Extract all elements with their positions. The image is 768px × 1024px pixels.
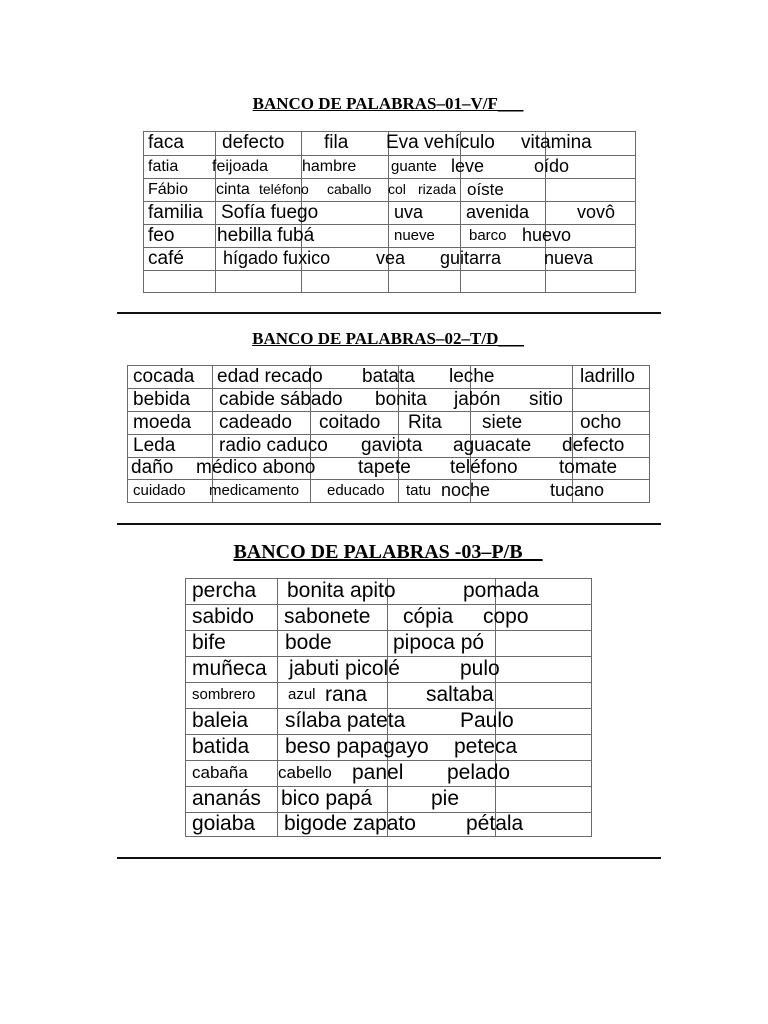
word: sombrero (192, 686, 256, 703)
section-title: BANCO DE PALABRAS -03–P/B__ (233, 541, 543, 563)
word: cópia (403, 605, 454, 628)
table-row (0, 365, 768, 388)
word: sílaba pateta (285, 709, 406, 732)
word: bigode zapato (284, 812, 416, 835)
table-row (0, 812, 768, 836)
word: goiaba (192, 812, 256, 835)
word: daño (131, 457, 174, 478)
word: siete (482, 412, 523, 433)
word: noche (441, 480, 491, 500)
word: leche (449, 366, 495, 387)
table-row (0, 734, 768, 760)
word: Leda (133, 435, 176, 456)
word: avenida (466, 202, 530, 222)
word: fatia (148, 158, 179, 175)
section-title: BANCO DE PALABRAS–01–V/F___ (252, 94, 524, 113)
word: sabido (192, 605, 254, 628)
word: caballo (327, 181, 372, 197)
word: cocada (133, 366, 195, 387)
word: familia (148, 202, 203, 223)
word: percha (192, 579, 257, 602)
word: panel (352, 761, 404, 784)
word: vitamina (521, 132, 592, 153)
word: guante (391, 158, 437, 175)
word: cuidado (133, 482, 186, 499)
word: sitio (529, 389, 563, 410)
table-row (0, 760, 768, 786)
word: faca (148, 132, 184, 153)
word: guitarra (440, 248, 502, 268)
table-row (0, 682, 768, 708)
table-row (0, 388, 768, 411)
word: bife (192, 631, 226, 654)
word: hígado fuxico (223, 248, 331, 268)
table-row (0, 708, 768, 734)
word: radio caduco (219, 435, 328, 456)
word: tatu (406, 482, 432, 499)
word: Eva vehículo (386, 132, 495, 153)
word: teléfono (450, 457, 518, 478)
word: ocho (580, 412, 622, 433)
word: oído (534, 156, 570, 176)
table-row (0, 578, 768, 604)
word: muñeca (192, 657, 267, 680)
word: oíste (467, 180, 504, 199)
word: sabonete (284, 605, 371, 628)
word: batida (192, 735, 250, 758)
word: coitado (319, 412, 381, 433)
table-row (0, 178, 768, 201)
table-row (0, 457, 768, 479)
word: nueva (544, 248, 594, 268)
table-row (0, 434, 768, 457)
word: peteca (454, 735, 518, 758)
word: cadeado (219, 412, 292, 433)
word: educado (327, 482, 385, 499)
word: rizada (418, 181, 457, 197)
word: bonita apito (287, 579, 396, 602)
section-divider (117, 857, 661, 859)
section-title: BANCO DE PALABRAS–02–T/D___ (252, 329, 524, 348)
word: jabón (454, 389, 501, 410)
word: medicamento (209, 482, 300, 499)
word: vovô (577, 202, 616, 222)
word: huevo (522, 225, 572, 245)
word: uva (394, 202, 424, 222)
word: aguacate (453, 435, 532, 456)
word: pulo (460, 657, 500, 680)
word: bode (285, 631, 332, 654)
word: cabello (278, 763, 332, 782)
word: edad recado (217, 366, 323, 387)
word: teléfono (259, 181, 309, 197)
word: bebida (133, 389, 191, 410)
word: saltaba (426, 683, 494, 706)
word: fila (324, 132, 349, 153)
table-row (0, 131, 768, 155)
section-divider (117, 312, 661, 314)
word: pomada (463, 579, 539, 602)
word: feijoada (212, 158, 269, 175)
word: cinta (216, 181, 250, 198)
word: vea (376, 248, 406, 268)
word: nueve (394, 227, 435, 244)
word: barco (469, 227, 507, 244)
table-row (0, 224, 768, 247)
word: feo (148, 225, 175, 246)
word: azul (288, 686, 316, 703)
word: bonita (375, 389, 427, 410)
word: cabaña (192, 763, 248, 782)
table-row (0, 656, 768, 682)
table-row (0, 786, 768, 812)
word: Fábio (148, 181, 189, 198)
table-row (0, 411, 768, 434)
word: gaviota (361, 435, 423, 456)
word: cabide sábado (219, 389, 343, 410)
word: tucano (550, 480, 605, 500)
word: jabuti picolé (289, 657, 400, 680)
word: pétala (466, 812, 524, 835)
word: rana (325, 683, 368, 706)
word: ladrillo (580, 366, 635, 387)
section-divider (117, 523, 661, 525)
word: Rita (408, 412, 442, 433)
table-row (0, 155, 768, 178)
word: pelado (447, 761, 511, 784)
word: copo (483, 605, 529, 628)
word: bico papá (281, 787, 373, 810)
word: Paulo (460, 709, 514, 732)
table-row-empty (0, 270, 768, 292)
word: pipoca pó (393, 631, 485, 654)
table-row (0, 247, 768, 270)
word: leve (451, 156, 485, 176)
word: tomate (559, 457, 618, 478)
word: hambre (302, 158, 357, 175)
word: ananás (192, 787, 261, 810)
word: Sofía fuego (221, 202, 319, 223)
word: defecto (562, 435, 625, 456)
word: batata (362, 366, 415, 387)
table-row (0, 630, 768, 656)
word: beso papagayo (285, 735, 429, 758)
word: defecto (222, 132, 285, 153)
word: hebilla fubá (217, 225, 315, 246)
word: médico abono (196, 457, 316, 478)
word: moeda (133, 412, 192, 433)
word: tapete (358, 457, 411, 478)
table-row (0, 479, 768, 502)
word: pie (431, 787, 460, 810)
word: café (148, 248, 184, 269)
word: col (388, 181, 406, 197)
word: baleia (192, 709, 249, 732)
table-row (0, 604, 768, 630)
table-row (0, 201, 768, 224)
